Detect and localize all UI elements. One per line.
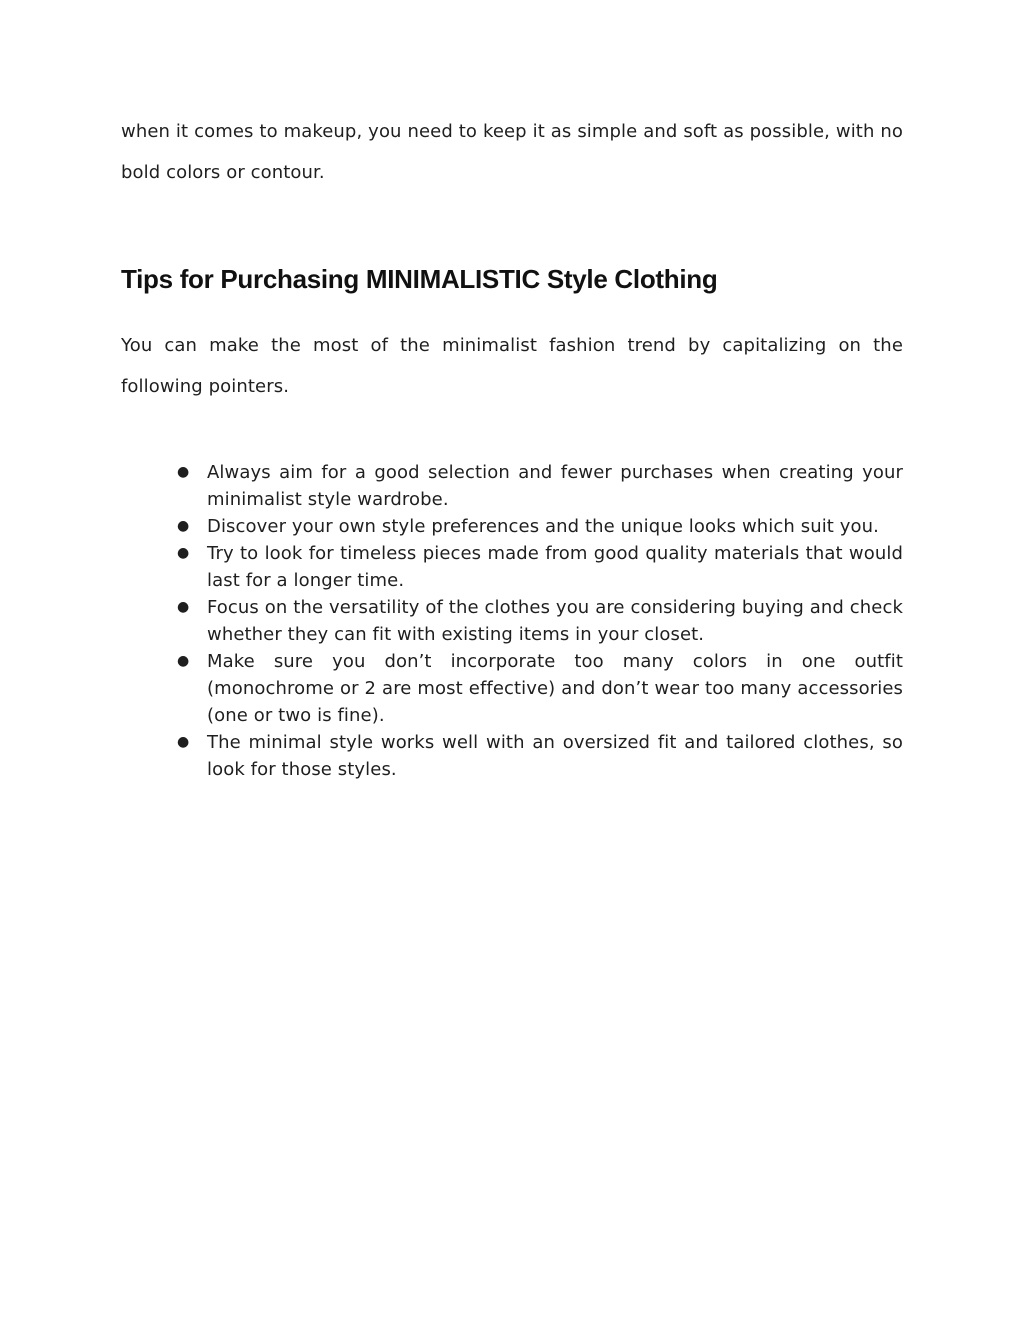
lead-paragraph: You can make the most of the minimalist fashion trend by capitalizing on the following pointers. <box>121 335 903 397</box>
bullet-icon: ● <box>177 518 190 534</box>
intro-paragraph: when it comes to makeup, you need to keep it as simple and soft as possible, with no bold colors or contour. <box>121 121 903 183</box>
list-item-text: Make sure you don’t incorporate too many colors in one outfit (monochrome or 2 are most effective) and don’t wear too many accessories (one or two is fine). <box>207 651 903 726</box>
list-item-text: Always aim for a good selection and fewer purchases when creating your minimalist style wardrobe. <box>207 462 903 510</box>
bullet-icon: ● <box>177 599 190 615</box>
bullet-icon: ● <box>177 734 190 750</box>
list-item <box>121 459 903 513</box>
list-item-text: Try to look for timeless pieces made from good quality materials that would last for a longer time. <box>207 543 903 591</box>
list-item-text: The minimal style works well with an oversized fit and tailored clothes, so look for those styles. <box>207 732 903 780</box>
bullet-icon: ● <box>177 464 190 480</box>
list-item <box>121 729 903 783</box>
section-heading: Tips for Purchasing MINIMALISTIC Style Clothing <box>121 264 718 294</box>
list-item-text: Discover your own style preferences and the unique looks which suit you. <box>207 516 879 537</box>
list-item <box>121 513 903 540</box>
list-item <box>121 540 903 594</box>
tips-list <box>121 459 903 783</box>
bullet-icon: ● <box>177 653 190 669</box>
list-item <box>121 648 903 729</box>
list-item <box>121 594 903 648</box>
bullet-icon: ● <box>177 545 190 561</box>
list-item-text: Focus on the versatility of the clothes you are considering buying and check whether they can fit with existing items in your closet. <box>207 597 903 645</box>
